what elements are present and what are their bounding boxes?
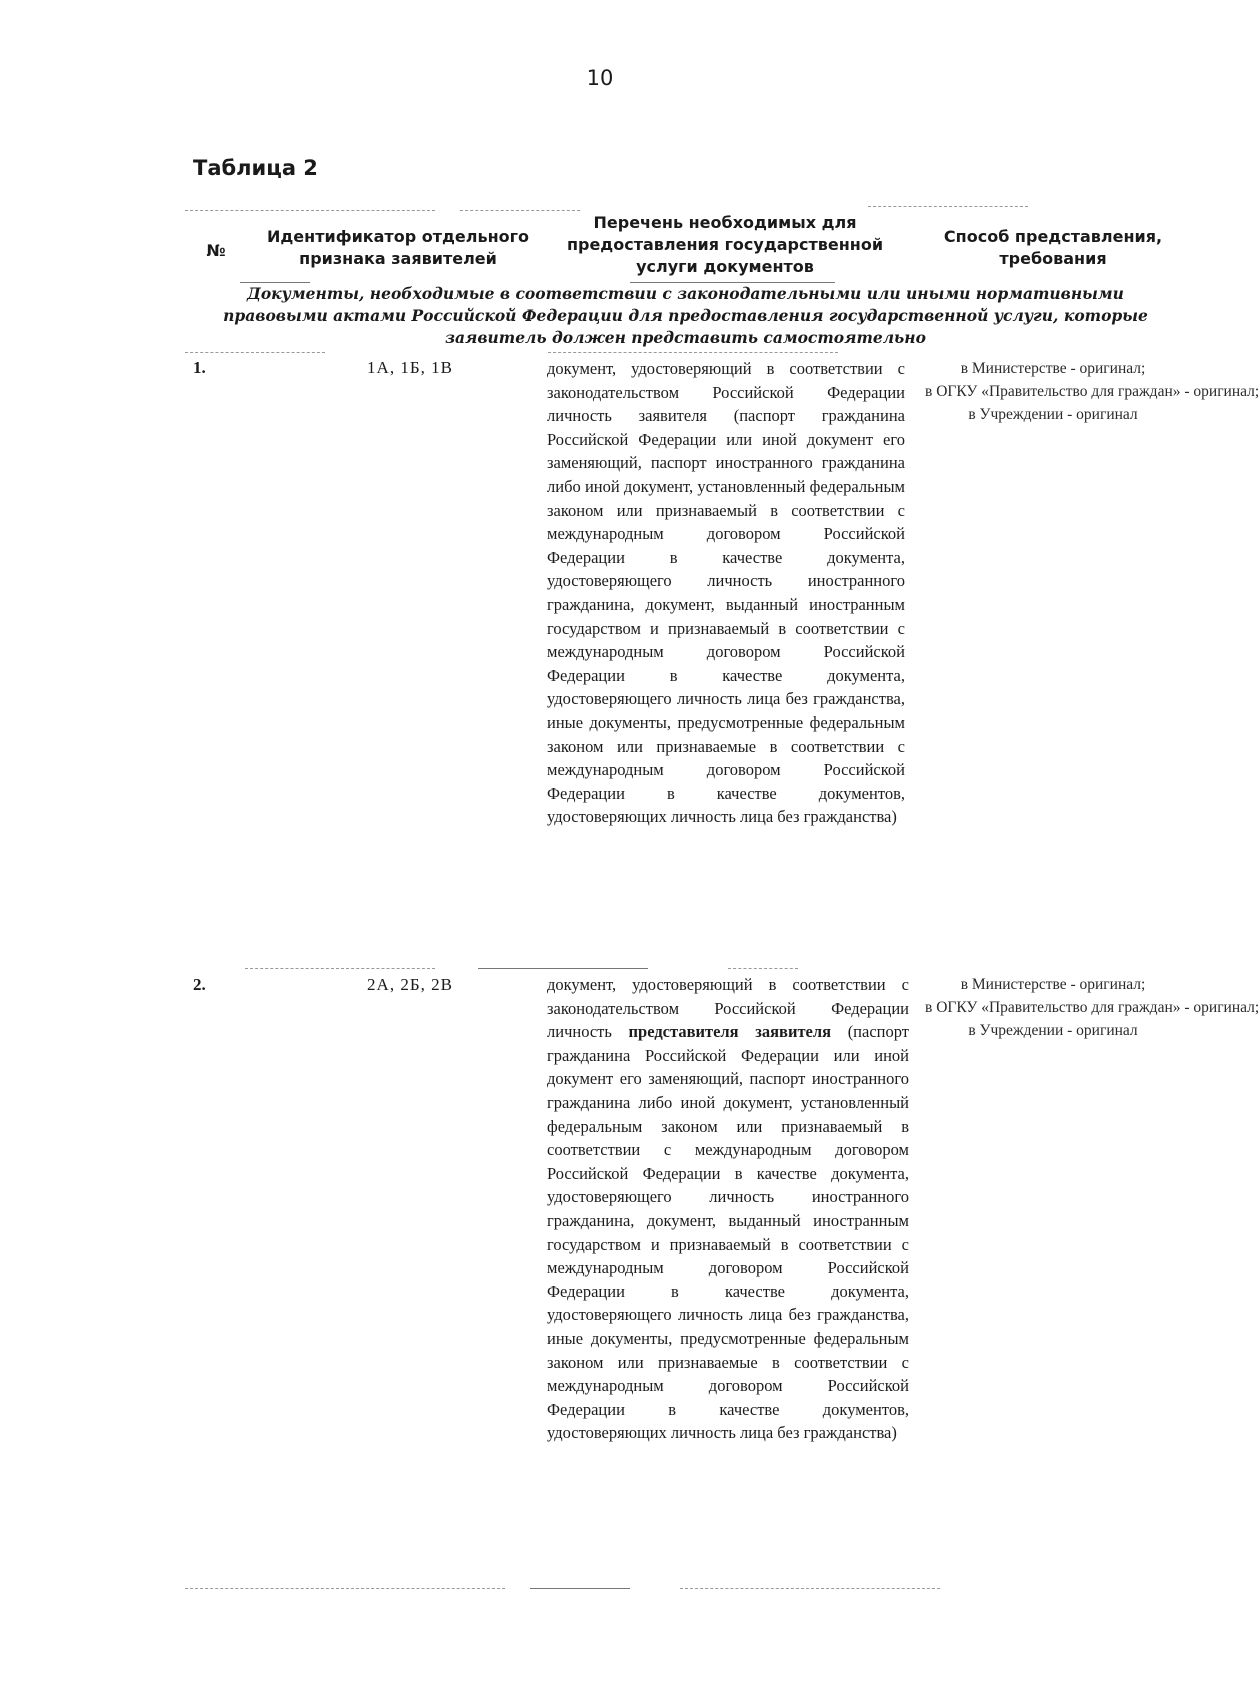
row-2-doc-before: документ, удостоверяющий в соответствии с законодательством Российской Федерации личность xyxy=(547,975,909,1042)
row-2-number: 2. xyxy=(193,975,206,994)
header-top-rule xyxy=(185,210,435,211)
row-2-doc-after: (паспорт гражданина Российской Федерации или иной документ его заменяющий, паспорт иностранного гражданина либо иной документ, установленный федеральным законом или признаваемый в соответствии с международным договором Российской Федерации в качестве документа, удостоверяющего личность иностранного гражданина, документ, выданный иностранным государством и признаваемый в соответствии с международным договором Российской Федерации в качестве документа, удостоверяющего личность лица без гражданства, иные документы, предусмотренные федеральным законом или признаваемые в соответствии с международным договором Российской Федерации в качестве документов, удостоверяющих личность лица без гражданства) xyxy=(547,1022,909,1443)
column-header-identifier: Идентификатор отдельного признака заявителей xyxy=(266,227,529,268)
column-header-number: № xyxy=(206,241,226,260)
row-1-method-ogku: в ОГКУ «Правительство для граждан» - оригинал; xyxy=(925,383,1259,400)
row-1-identifiers: 1А, 1Б, 1В xyxy=(367,358,453,377)
row-2-method-institution: в Учреждении - оригинал xyxy=(968,1022,1138,1039)
header-top-rule-2 xyxy=(460,210,580,211)
row-divider-3 xyxy=(728,968,798,969)
header-top-rule-3 xyxy=(868,206,1028,207)
table-bottom-rule xyxy=(185,1588,505,1589)
table-bottom-rule-2 xyxy=(530,1588,630,1589)
table-title: Таблица 2 xyxy=(193,156,318,180)
row-2-doc-bold: представителя заявителя xyxy=(628,1022,832,1042)
column-header-method: Способ представления, требования xyxy=(943,227,1163,268)
row-1-number: 1. xyxy=(193,358,206,377)
section-bottom-rule xyxy=(185,352,325,353)
row-1-document-text: документ, удостоверяющий в соответствии с законодательством Российской Федерации личность заявителя (паспорт гражданина Российской Федерации или иной документ его заменяющий, паспорт иностранного гражданина либо иной документ, установленный федеральным законом или признаваемый в соответствии с международным договором Российской Федерации в качестве документа, удостоверяющего личность иностранного гражданина, документ, выданный иностранным государством и признаваемый в соответствии с международным договором Российской Федерации в качестве документа, удостоверяющего личность лица без гражданства, иные документы, предусмотренные федеральным законом или признаваемые в соответствии с международным договором Российской Федерации в качестве документов, удостоверяющих личность лица без гражданства) xyxy=(547,359,905,827)
section-bottom-rule-2 xyxy=(548,352,838,353)
row-divider xyxy=(245,968,435,969)
section-heading: Документы, необходимые в соответствии с законодательными или иными нормативными правовыми актами Российской Федерации для предоставления государственной услуги, которые заявитель должен представить самостоятельно xyxy=(223,284,1148,347)
row-1-method-institution: в Учреждении - оригинал xyxy=(968,406,1138,423)
page-number: 10 xyxy=(586,66,614,90)
row-2-document-text xyxy=(547,973,909,1445)
row-2-method-ogku: в ОГКУ «Правительство для граждан» - оригинал; xyxy=(925,999,1259,1016)
row-1-method-ministry: в Министерстве - оригинал; xyxy=(960,360,1146,377)
row-1-method xyxy=(925,357,1259,426)
row-2-method xyxy=(925,973,1259,1042)
row-divider-2 xyxy=(478,968,648,969)
row-2-method-ministry: в Министерстве - оригинал; xyxy=(960,976,1146,993)
row-2-identifiers: 2А, 2Б, 2В xyxy=(367,975,453,994)
column-header-document-list: Перечень необходимых для предоставления государственной услуги документов xyxy=(566,213,884,276)
table-bottom-rule-3 xyxy=(680,1588,940,1589)
